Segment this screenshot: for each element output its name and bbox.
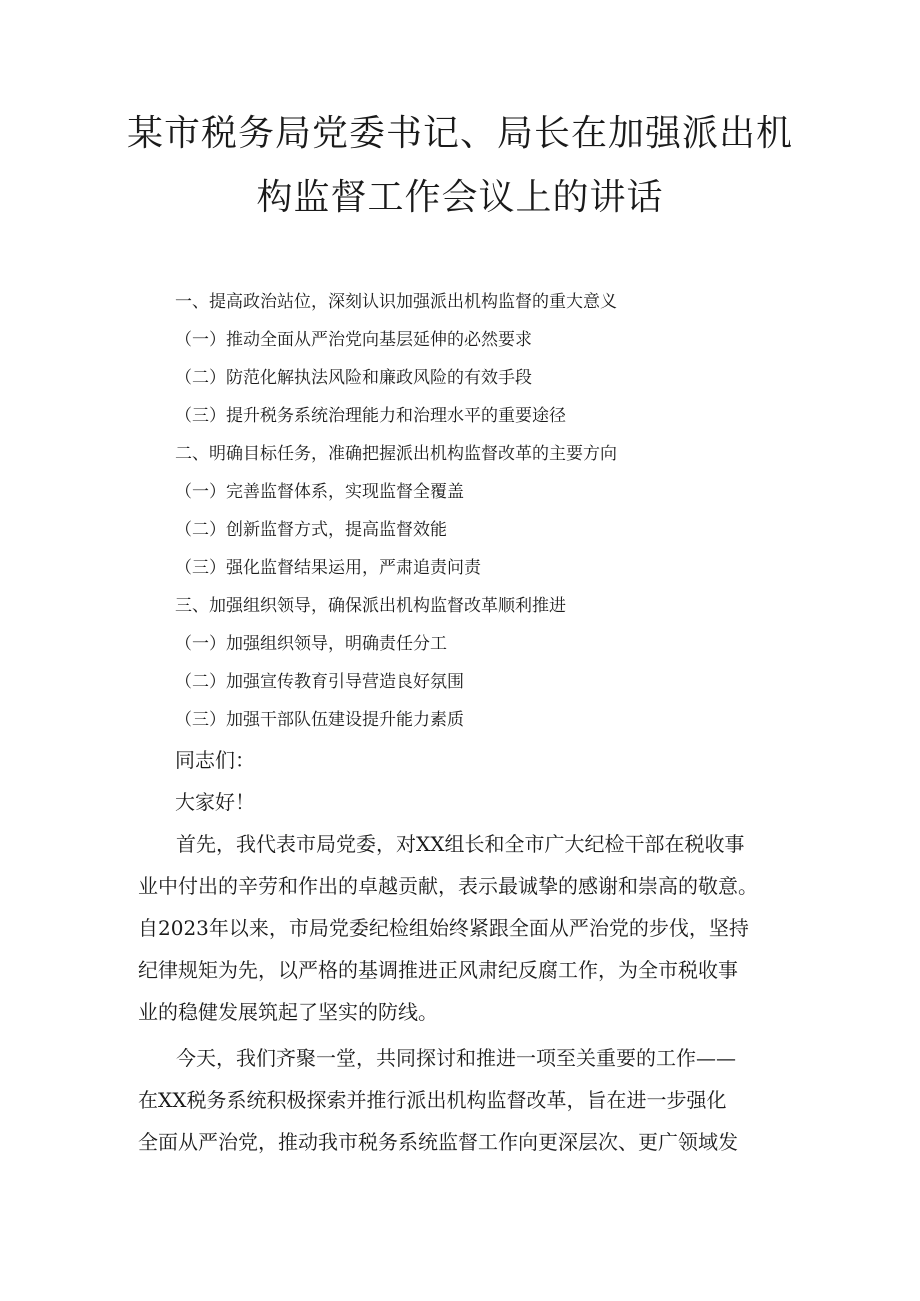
paragraph-1-line-1: 首先，我代表市局党委，对XX组长和全市广大纪检干部在税收事 [176,832,745,856]
outline-item-3-1: （一）加强组织领导，明确责任分工 [175,634,447,654]
greeting: 大家好！ [175,790,255,814]
paragraph-1-line-4: 纪律规矩为先，以严格的基调推进正风肃纪反腐工作，为全市税收事 [138,958,738,982]
outline-item-1-3: （三）提升税务系统治理能力和治理水平的重要途径 [175,406,566,426]
document-title-line-2: 构监督工作会议上的讲话 [256,177,664,218]
outline-item-2-2: （二）创新监督方式，提高监督效能 [175,520,447,540]
outline-item-2-1: （一）完善监督体系，实现监督全覆盖 [175,482,464,502]
outline-item-1-1: （一）推动全面从严治党向基层延伸的必然要求 [175,330,532,350]
paragraph-2-line-2: 在XX税务系统积极探索并推行派出机构监督改革，旨在进一步强化 [138,1088,727,1112]
outline-item-1-2: （二）防范化解执法风险和廉政风险的有效手段 [175,368,532,388]
outline-item-2-3: （三）强化监督结果运用，严肃追责问责 [175,558,481,578]
paragraph-1-line-5: 业的稳健发展筑起了坚实的防线。 [138,1000,438,1024]
outline-item-3-3: （三）加强干部队伍建设提升能力素质 [175,710,464,730]
paragraph-1-line-2: 业中付出的辛劳和作出的卓越贡献，表示最诚挚的感谢和崇高的敬意。 [138,874,758,898]
paragraph-2-line-3: 全面从严治党，推动我市税务系统监督工作向更深层次、更广领域发 [138,1130,738,1154]
outline-item-3: 三、加强组织领导，确保派出机构监督改革顺利推进 [175,596,566,616]
outline-item-3-2: （二）加强宣传教育引导营造良好氛围 [175,672,464,692]
paragraph-1-line-3: 自2023年以来，市局党委纪检组始终紧跟全面从严治党的步伐，坚持 [138,916,749,940]
salutation: 同志们： [175,748,255,772]
paragraph-2-line-1: 今天，我们齐聚一堂，共同探讨和推进一项至关重要的工作—— [176,1046,736,1070]
outline-item-1: 一、提高政治站位，深刻认识加强派出机构监督的重大意义 [175,292,617,312]
document-title-line-1: 某市税务局党委书记、局长在加强派出机 [126,113,793,154]
outline-item-2: 二、明确目标任务，准确把握派出机构监督改革的主要方向 [175,444,617,464]
